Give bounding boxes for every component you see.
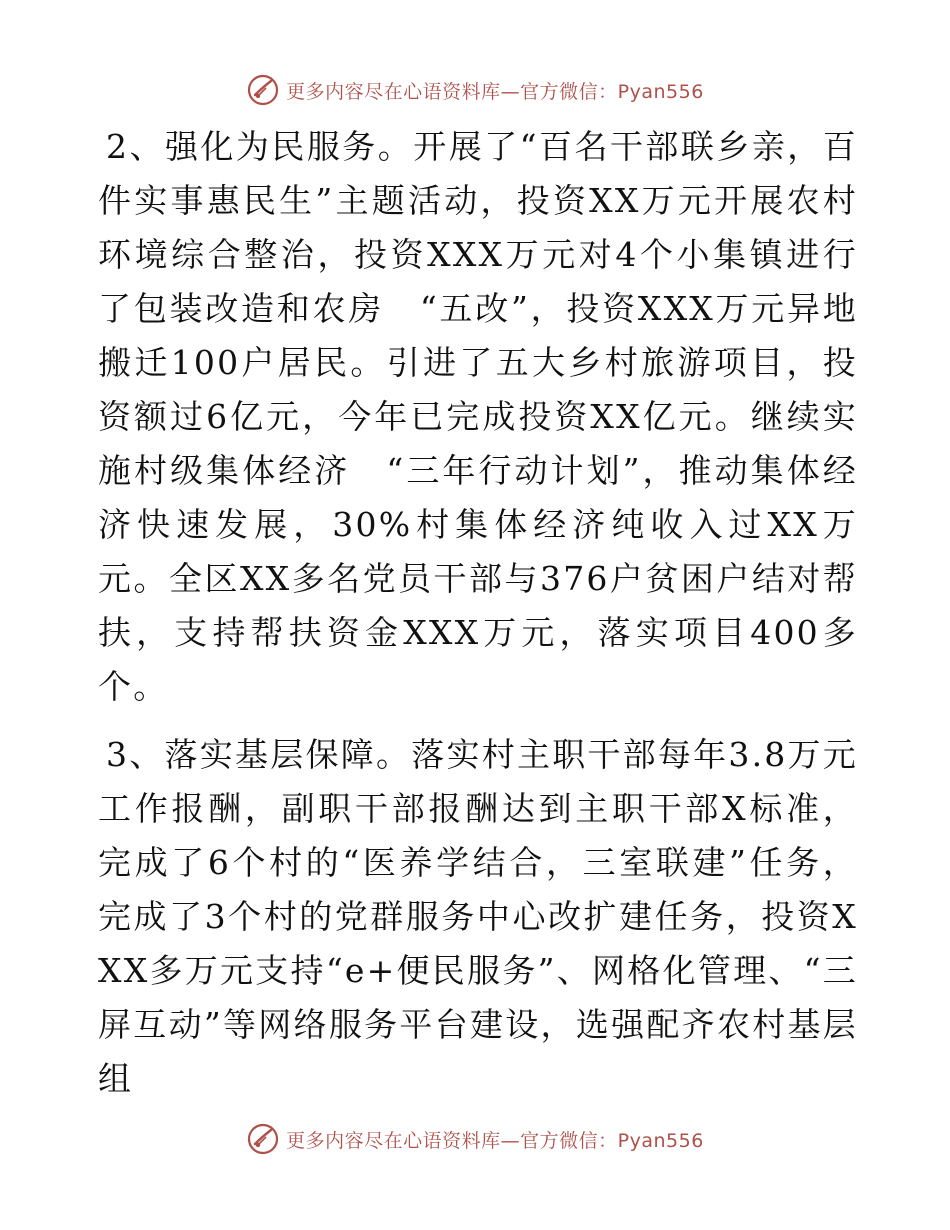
header-watermark <box>0 72 950 108</box>
paragraph-text: 3、落实基层保障。落实村主职干部每年3.8万元工作报酬，副职干部报酬达到主职干部X标准，完成了6个村的“医养学结合，三室联建”任务，完成了3个村的党群服务中心改扩建任务，投资XXX多万元支持“e+便民服务”、网格化管理、“三屏互动”等网络服务平台建设，选强配齐农村基层组 <box>98 735 858 1098</box>
document-body <box>98 120 858 1106</box>
book-quill-icon <box>246 1122 280 1156</box>
watermark-text: 更多内容尽在心语资料库—官方微信：Pyan556 <box>286 1129 704 1152</box>
paragraph-guarantee <box>98 728 858 1106</box>
watermark-text: 更多内容尽在心语资料库—官方微信：Pyan556 <box>286 80 704 103</box>
book-quill-icon <box>246 73 280 107</box>
paragraph-service <box>98 120 858 714</box>
paragraph-text: 2、强化为民服务。开展了“百名干部联乡亲，百件实事惠民生”主题活动，投资XX万元开展农村环境综合整治，投资XXX万元对4个小集镇进行了包装改造和农房 “五改”，投资XXX万元异地搬迁100户居民。引进了五大乡村旅游项目，投资额过6亿元，今年已完成投资XX亿元。继续实施村级集体经济 “三年行动计划”，推动集体经济快速发展，30%村集体经济纯收入过XX万元。全区XX多名党员干部与376户贫困户结对帮扶，支持帮扶资金XXX万元，落实项目400多个。 <box>98 127 858 706</box>
footer-watermark <box>0 1121 950 1157</box>
